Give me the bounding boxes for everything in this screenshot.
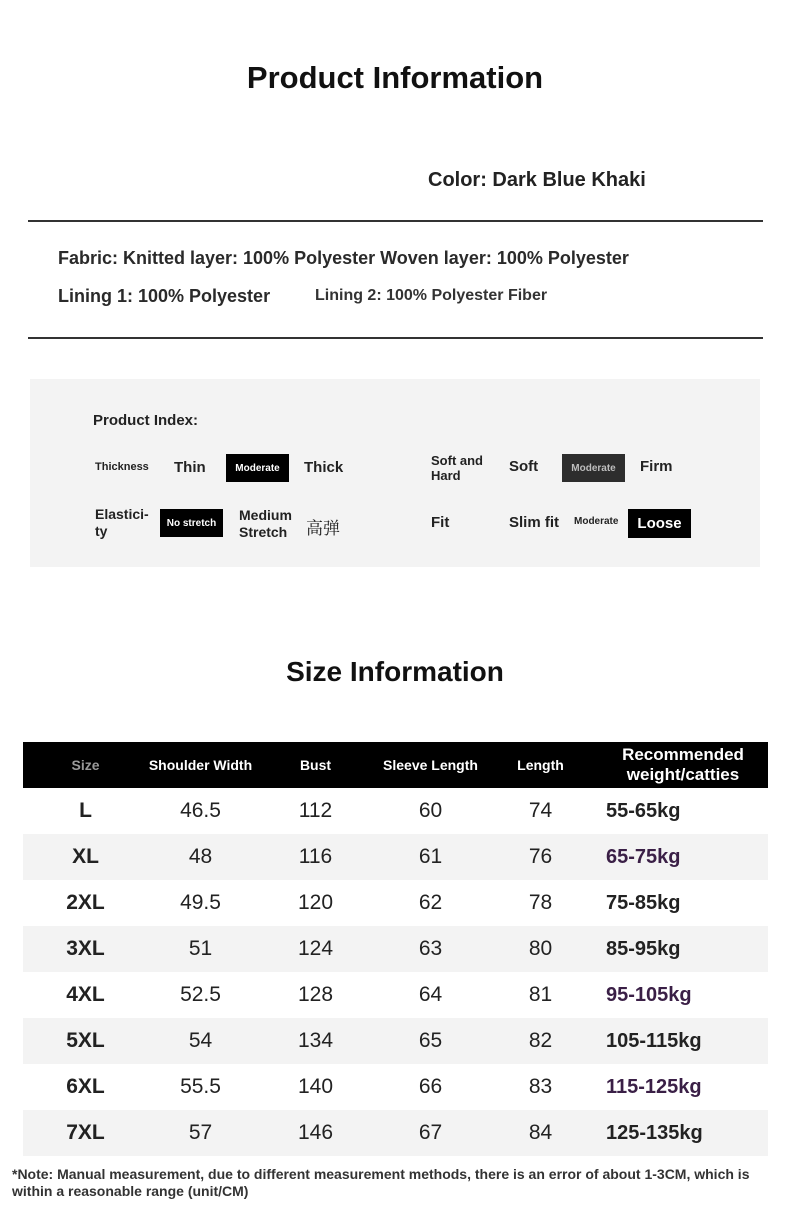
cell-bust: 120 xyxy=(297,891,334,914)
fit-label: Fit xyxy=(431,514,450,531)
cell-size: XL xyxy=(23,834,148,880)
table-row xyxy=(23,1018,768,1064)
size-info-title: Size Information xyxy=(286,656,504,687)
table-row xyxy=(23,1064,768,1110)
cell-sleeve: 60 xyxy=(418,799,443,822)
cell-length: 74 xyxy=(528,799,553,822)
elasticity-no-stretch-selected: No stretch xyxy=(160,509,223,537)
cell-length: 83 xyxy=(528,1075,553,1098)
cell-length: 82 xyxy=(483,1018,598,1064)
header-bust: Bust xyxy=(253,742,378,788)
table-row xyxy=(23,834,768,880)
color-text: Color: Dark Blue Khaki xyxy=(428,169,646,191)
elasticity-high: 高弹 xyxy=(306,519,340,538)
table-row xyxy=(23,926,768,972)
table-row xyxy=(23,880,768,926)
cell-weight: 65-75kg xyxy=(598,834,768,880)
cell-length: 84 xyxy=(483,1110,598,1156)
cell-weight: 125-135kg xyxy=(598,1110,768,1156)
cell-shoulder: 48 xyxy=(148,834,253,880)
cell-shoulder: 49.5 xyxy=(180,891,221,914)
cell-weight: 85-95kg xyxy=(598,926,768,972)
cell-shoulder: 46.5 xyxy=(180,799,221,822)
cell-sleeve: 62 xyxy=(418,891,443,914)
cell-size: 6XL xyxy=(66,1075,105,1098)
cell-sleeve: 64 xyxy=(418,983,443,1006)
cell-shoulder: 57 xyxy=(148,1110,253,1156)
cell-size: 4XL xyxy=(66,983,105,1006)
cell-length: 78 xyxy=(528,891,553,914)
cell-size: 7XL xyxy=(23,1110,148,1156)
cell-bust: 124 xyxy=(253,926,378,972)
cell-sleeve: 67 xyxy=(378,1110,483,1156)
cell-shoulder: 51 xyxy=(148,926,253,972)
thickness-thick: Thick xyxy=(304,459,344,476)
softness-moderate-selected: Moderate xyxy=(562,454,625,482)
thickness-moderate-selected: Moderate xyxy=(226,454,289,482)
header-shoulder-width: Shoulder Width xyxy=(148,742,253,788)
elasticity-label: Elastici-ty xyxy=(95,506,149,539)
table-row xyxy=(23,972,768,1018)
cell-bust: 134 xyxy=(253,1018,378,1064)
table-row xyxy=(23,1110,768,1156)
cell-sleeve: 65 xyxy=(378,1018,483,1064)
cell-weight: 55-65kg xyxy=(606,799,681,822)
cell-bust: 140 xyxy=(297,1075,334,1098)
measurement-note: *Note: Manual measurement, due to different measurement methods, there is an error of about 1-3CM, which is within a reasonable range (unit/CM) xyxy=(12,1166,750,1199)
elasticity-medium: Medium Stretch xyxy=(239,507,292,540)
lining1-text: Lining 1: 100% Polyester xyxy=(58,286,271,306)
cell-size: L xyxy=(79,799,92,822)
cell-sleeve: 63 xyxy=(378,926,483,972)
cell-length: 76 xyxy=(483,834,598,880)
cell-size: 2XL xyxy=(66,891,105,914)
thickness-thin: Thin xyxy=(174,459,206,476)
cell-weight: 75-85kg xyxy=(606,891,681,914)
cell-length: 81 xyxy=(528,983,553,1006)
cell-bust: 112 xyxy=(298,799,333,822)
fabric-text: Fabric: Knitted layer: 100% Polyester Woven layer: 100% Polyester xyxy=(58,248,629,268)
cell-weight: 115-125kg xyxy=(606,1075,702,1098)
divider xyxy=(28,220,763,222)
thickness-label: Thickness xyxy=(95,461,149,473)
header-recommended-weight: Recommended weight/catties xyxy=(598,742,768,788)
cell-bust: 128 xyxy=(297,983,334,1006)
cell-shoulder: 55.5 xyxy=(180,1075,221,1098)
table-row xyxy=(23,788,768,834)
fit-moderate: Moderate xyxy=(574,516,619,527)
cell-length: 80 xyxy=(483,926,598,972)
cell-size: 5XL xyxy=(23,1018,148,1064)
softness-label: Soft and Hard xyxy=(431,453,483,483)
cell-size: 3XL xyxy=(23,926,148,972)
cell-sleeve: 66 xyxy=(418,1075,443,1098)
product-info-title: Product Information xyxy=(246,60,544,95)
header-sleeve-length: Sleeve Length xyxy=(378,742,483,788)
header-length: Length xyxy=(483,742,598,788)
product-index-heading: Product Index: xyxy=(93,412,199,429)
softness-soft: Soft xyxy=(509,458,539,475)
softness-firm: Firm xyxy=(640,458,673,475)
fit-loose-selected: Loose xyxy=(628,509,691,538)
cell-sleeve: 61 xyxy=(378,834,483,880)
cell-bust: 146 xyxy=(253,1110,378,1156)
header-size: Size xyxy=(23,742,148,788)
cell-shoulder: 52.5 xyxy=(180,983,221,1006)
lining2-text: Lining 2: 100% Polyester Fiber xyxy=(315,287,548,304)
size-table-header xyxy=(23,742,768,788)
fit-slim: Slim fit xyxy=(509,514,560,531)
cell-weight: 95-105kg xyxy=(606,983,692,1006)
size-table xyxy=(23,742,768,1156)
cell-shoulder: 54 xyxy=(148,1018,253,1064)
cell-weight: 105-115kg xyxy=(598,1018,768,1064)
divider xyxy=(28,337,763,339)
cell-bust: 116 xyxy=(253,834,378,880)
